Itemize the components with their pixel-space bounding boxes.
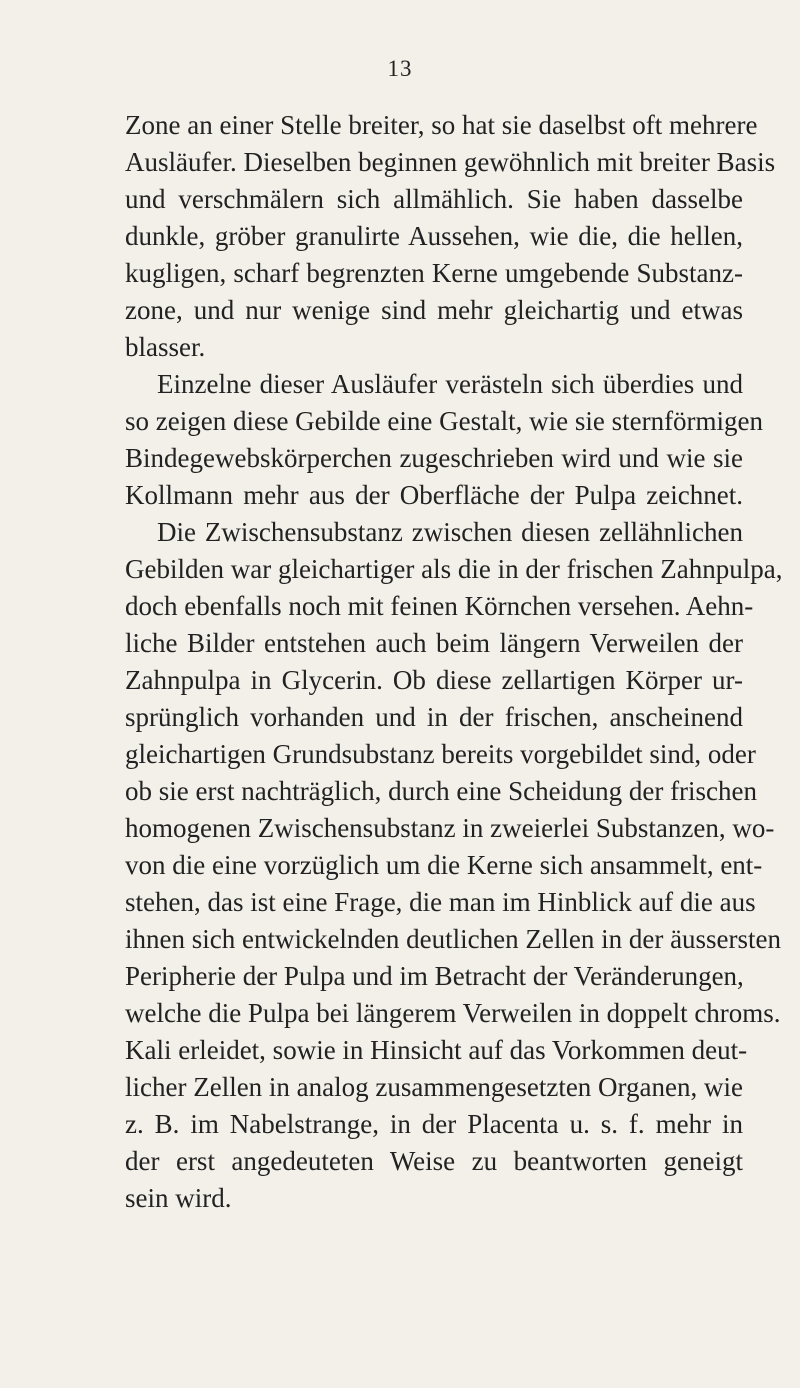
text-line: stehen, das ist eine Frage, die man im Hinblick auf die aus — [125, 887, 756, 917]
text-line: ob sie erst nachträglich, durch eine Scheidung der frischen — [125, 776, 758, 806]
text-line: der erst angedeuteten Weise zu beantworten geneigt — [125, 1146, 743, 1176]
text-line: blasser. — [125, 332, 206, 362]
text-line: so zeigen diese Gebilde eine Gestalt, wie sie sternförmigen — [125, 406, 764, 436]
text-line: doch ebenfalls noch mit feinen Körnchen versehen. Aehn- — [125, 591, 754, 621]
text-line: Zone an einer Stelle breiter, so hat sie daselbst oft mehrere — [125, 110, 758, 140]
text-line: homogenen Zwischensubstanz in zweierlei Substanzen, wo- — [125, 813, 775, 843]
text-line: gleichartigen Grundsubstanz bereits vorgebildet sind, oder — [125, 739, 756, 769]
text-line: z. B. im Nabelstrange, in der Placenta u. s. f. mehr in — [125, 1109, 743, 1139]
text-line: zone, und nur wenige sind mehr gleichartig und etwas — [125, 295, 743, 325]
text-line: ihnen sich entwickelnden deutlichen Zellen in der äussersten — [125, 924, 782, 954]
text-line: Bindegewebskörperchen zugeschrieben wird und wie sie — [125, 443, 743, 473]
text-line: Einzelne dieser Ausläufer verästeln sich überdies und — [157, 369, 743, 399]
text-line: Die Zwischensubstanz zwischen diesen zellähnlichen — [157, 517, 743, 547]
text-line: Ausläufer. Dieselben beginnen gewöhnlich mit breiter Basis — [125, 147, 776, 177]
text-line: Gebilden war gleichartiger als die in der frischen Zahnpulpa, — [125, 554, 783, 584]
text-line: von die eine vorzüglich um die Kerne sich ansammelt, ent- — [125, 850, 763, 880]
text-line: liche Bilder entstehen auch beim längern Verweilen der — [125, 628, 743, 658]
text-line: welche die Pulpa bei längerem Verweilen in doppelt chroms. — [125, 998, 781, 1028]
text-line: Zahnpulpa in Glycerin. Ob diese zellartigen Körper ur- — [125, 665, 743, 695]
text-line: sein wird. — [125, 1183, 232, 1213]
text-line: Peripherie der Pulpa und im Betracht der Veränderungen, — [125, 961, 744, 991]
text-line: Kollmann mehr aus der Oberfläche der Pulpa zeichnet. — [125, 480, 743, 510]
text-line: Kali erleidet, sowie in Hinsicht auf das Vorkommen deut- — [125, 1035, 748, 1065]
text-line: licher Zellen in analog zusammengesetzten Organen, wie — [125, 1072, 744, 1102]
text-line: und verschmälern sich allmählich. Sie haben dasselbe — [125, 184, 743, 214]
text-line: kugligen, scharf begrenzten Kerne umgebende Substanz- — [125, 258, 743, 288]
text-line: dunkle, gröber granulirte Aussehen, wie die, die hellen, — [125, 221, 743, 251]
page-number: 13 — [387, 56, 413, 81]
text-line: sprünglich vorhanden und in der frischen, anscheinend — [125, 702, 743, 732]
